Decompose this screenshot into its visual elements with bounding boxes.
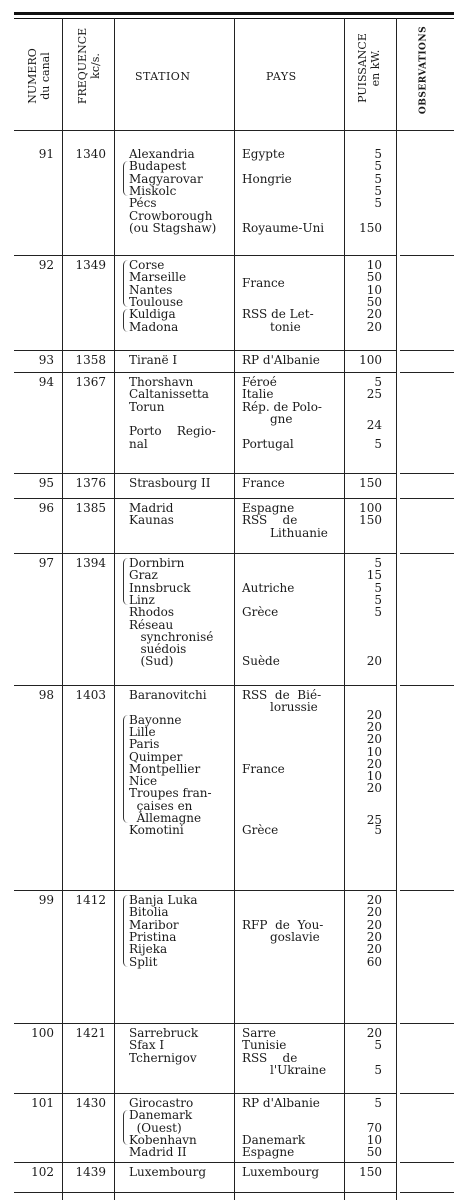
frequency-value: 1421: [75, 1026, 106, 1040]
observations-rule: [400, 553, 454, 554]
country-name: Danemark: [242, 1132, 306, 1147]
station-name: Kaunas: [129, 513, 174, 528]
channel-number: 96: [38, 501, 54, 515]
power-value: 5: [374, 183, 382, 198]
power-value: 5: [374, 147, 382, 161]
country-name: RP d'Albanie: [242, 1096, 320, 1110]
station-name: Baranovitchi: [129, 688, 207, 702]
frequency-value: 1340: [75, 147, 106, 161]
channel-number: 102: [31, 1165, 54, 1179]
frequency-value: 1349: [75, 258, 106, 272]
country-name: France: [242, 761, 285, 776]
row-rule: [14, 1162, 396, 1163]
power-value: 20: [366, 319, 382, 334]
channel-number: 99: [38, 893, 54, 907]
country-name: Féroé: [242, 375, 277, 389]
grouping-brace: [123, 161, 128, 196]
channel-number: 100: [31, 1026, 54, 1040]
channel-number: 92: [38, 258, 54, 272]
observations-rule: [400, 350, 454, 351]
country-name: gne: [270, 411, 293, 426]
power-value: 25: [366, 813, 382, 828]
country-name: Grèce: [242, 605, 279, 620]
power-value: 20: [366, 893, 382, 907]
station-name: Paris: [129, 737, 160, 752]
power-value: 50: [366, 294, 382, 309]
station-name: (Ouest): [129, 1120, 182, 1135]
station-name: çaises en: [129, 798, 193, 813]
observations-rule: [400, 685, 454, 686]
power-value: 70: [366, 1120, 382, 1135]
power-value: 20: [366, 1026, 382, 1040]
station-name: Banja Luka: [129, 893, 198, 907]
country-name: France: [242, 476, 285, 490]
header-station: STATION: [135, 70, 191, 83]
frequency-value: 1367: [75, 375, 106, 389]
observations-rule: [400, 498, 454, 499]
channel-number: 95: [38, 476, 54, 490]
station-name: Strasbourg II: [129, 476, 211, 490]
power-value: 15: [366, 568, 382, 583]
power-value: 5: [374, 592, 382, 607]
station-name: Bitolia: [129, 905, 169, 920]
station-name: Alexandria: [129, 147, 195, 161]
station-name: Madona: [129, 319, 179, 334]
channel-number: 94: [38, 375, 54, 389]
power-value: 25: [366, 387, 382, 402]
country-name: Egypte: [242, 147, 285, 161]
station-name: Thorshavn: [129, 375, 194, 389]
country-name: RFP de You-: [242, 917, 324, 932]
row-rule: [14, 685, 396, 686]
station-name: Danemark: [129, 1108, 193, 1123]
row-rule: [14, 553, 396, 554]
country-name: Royaume-Uni: [242, 220, 325, 235]
observations-rule: [400, 473, 454, 474]
station-name: Tchernigov: [129, 1050, 197, 1065]
station-name: Magyarovar: [129, 171, 203, 186]
country-name: RSS de: [242, 513, 298, 528]
country-name: RSS de Let-: [242, 307, 314, 322]
observations-rule: [400, 255, 454, 256]
observations-rule: [400, 1192, 454, 1193]
power-value: 50: [366, 1145, 382, 1160]
station-name: Innsbruck: [129, 580, 191, 595]
station-name: Rhodos: [129, 605, 175, 620]
station-name: synchronisé: [129, 629, 214, 644]
row-rule: [14, 372, 396, 373]
observations-rule: [400, 1023, 454, 1024]
frequency-value: 1403: [75, 688, 106, 702]
power-value: 5: [374, 159, 382, 174]
row-rule: [14, 473, 396, 474]
grouping-brace: [123, 715, 128, 824]
grouping-brace: [123, 309, 128, 332]
station-name: Porto Regio-: [129, 424, 216, 439]
grouping-brace: [123, 260, 128, 307]
station-name: Corse: [129, 258, 165, 272]
country-name: tonie: [270, 319, 301, 334]
country-name: Autriche: [242, 580, 295, 595]
station-name: Komotini: [129, 823, 184, 838]
country-name: RP d'Albanie: [242, 353, 320, 367]
frequency-value: 1385: [75, 501, 106, 515]
station-name: Linz: [129, 592, 155, 607]
station-name: Split: [129, 954, 158, 969]
station-name: Lille: [129, 724, 156, 739]
frequency-value: 1358: [75, 353, 106, 367]
station-name: suédois: [129, 642, 187, 657]
header-numero: NUMERO du canal: [26, 48, 52, 104]
station-name: Budapest: [129, 159, 187, 174]
power-value: 5: [374, 556, 382, 570]
station-name: Réseau: [129, 617, 174, 632]
country-name: Suède: [242, 654, 280, 669]
row-rule: [14, 890, 396, 891]
power-value: 20: [366, 781, 382, 796]
header-pays: PAYS: [266, 70, 297, 83]
country-name: RSS de: [242, 1050, 298, 1065]
power-value: 20: [366, 307, 382, 322]
station-name: Graz: [129, 568, 158, 583]
country-name: Hongrie: [242, 171, 292, 186]
power-value: 20: [366, 942, 382, 957]
power-value: 20: [366, 905, 382, 920]
station-name: Crowborough: [129, 208, 213, 223]
power-value: 20: [366, 732, 382, 747]
power-value: 5: [374, 580, 382, 595]
row-rule: [14, 1023, 396, 1024]
header-frequence: FREQUENCE kc/s.: [76, 27, 102, 105]
power-value: 10: [366, 1132, 382, 1147]
frequency-value: 1376: [75, 476, 106, 490]
row-rule: [14, 1192, 396, 1193]
power-value: 50: [366, 270, 382, 285]
station-name: Luxembourg: [129, 1165, 206, 1179]
power-value: 5: [374, 605, 382, 620]
power-value: 5: [374, 1062, 382, 1077]
station-name: (ou Stagshaw): [129, 220, 217, 235]
power-value: 150: [359, 513, 382, 528]
station-name: nal: [129, 436, 148, 451]
country-name: Italie: [242, 387, 274, 402]
power-value: 150: [359, 476, 382, 490]
grouping-brace: [123, 895, 128, 967]
station-name: Torun: [129, 399, 165, 414]
country-name: Espagne: [242, 1145, 295, 1160]
power-value: 10: [366, 258, 382, 272]
frequency-value: 1439: [75, 1165, 106, 1179]
power-value: 10: [366, 769, 382, 784]
table-top-rule: [14, 12, 454, 15]
power-value: 60: [366, 954, 382, 969]
station-name: Montpellier: [129, 761, 201, 776]
observations-rule: [400, 890, 454, 891]
power-value: 150: [359, 220, 382, 235]
station-name: Marseille: [129, 270, 187, 285]
country-name: lorussie: [270, 700, 318, 715]
station-name: Girocastro: [129, 1096, 194, 1110]
country-name: Sarre: [242, 1026, 276, 1040]
power-value: 5: [374, 171, 382, 186]
country-name: Luxembourg: [242, 1165, 319, 1179]
country-name: l'Ukraine: [270, 1062, 327, 1077]
power-value: 20: [366, 917, 382, 932]
frequency-value: 1394: [75, 556, 106, 570]
channel-number: 91: [38, 147, 54, 161]
column-divider: [396, 18, 397, 1200]
station-name: Quimper: [129, 749, 183, 764]
power-value: 10: [366, 744, 382, 759]
country-name: Rép. de Polo-: [242, 399, 322, 414]
station-name: Madrid II: [129, 1145, 187, 1160]
country-name: Grèce: [242, 823, 279, 838]
power-value: 150: [359, 1165, 382, 1179]
country-name: Lithuanie: [270, 525, 328, 540]
channel-number: 93: [38, 353, 54, 367]
station-name: Bayonne: [129, 712, 182, 727]
station-name: Sarrebruck: [129, 1026, 199, 1040]
country-name: RSS de Bié-: [242, 688, 322, 702]
power-value: 20: [366, 929, 382, 944]
power-value: 100: [359, 353, 382, 367]
row-rule: [14, 1093, 396, 1094]
station-name: Allemagne: [129, 811, 202, 825]
station-name: Miskolc: [129, 183, 177, 198]
grouping-brace: [123, 558, 128, 605]
station-name: Troupes fran-: [129, 786, 212, 801]
channel-number: 101: [31, 1096, 54, 1110]
power-value: 24: [366, 418, 382, 433]
power-value: 10: [366, 282, 382, 297]
station-name: Pristina: [129, 929, 177, 944]
header-puissance: PUISSANCE en kW.: [356, 33, 382, 103]
country-name: Espagne: [242, 501, 295, 515]
row-rule: [14, 498, 396, 499]
frequency-value: 1430: [75, 1096, 106, 1110]
country-name: Portugal: [242, 436, 294, 451]
power-value: 20: [366, 719, 382, 734]
station-name: Kobenhavn: [129, 1132, 197, 1147]
power-value: 5: [374, 196, 382, 211]
country-name: goslavie: [270, 929, 320, 944]
station-name: Maribor: [129, 917, 179, 932]
power-value: 5: [374, 1096, 382, 1110]
channel-number: 98: [38, 688, 54, 702]
power-value: 20: [366, 654, 382, 669]
channel-number: 97: [38, 556, 54, 570]
power-value: 5: [374, 436, 382, 451]
observations-rule: [400, 372, 454, 373]
country-name: France: [242, 276, 285, 291]
row-rule: [14, 350, 396, 351]
station-name: Dornbirn: [129, 556, 185, 570]
station-name: Caltanissetta: [129, 387, 209, 402]
header-rule: [14, 130, 454, 131]
grouping-brace: [123, 1110, 128, 1145]
power-value: 100: [359, 501, 382, 515]
power-value: 20: [366, 756, 382, 771]
station-name: (Sud): [129, 654, 174, 669]
frequency-value: 1412: [75, 893, 106, 907]
station-name: Nice: [129, 774, 158, 789]
station-name: Madrid: [129, 501, 174, 515]
station-name: Sfax I: [129, 1038, 165, 1053]
station-name: Nantes: [129, 282, 173, 297]
power-value: 5: [374, 375, 382, 389]
row-rule: [14, 255, 396, 256]
observations-rule: [400, 1162, 454, 1163]
station-name: Kuldiga: [129, 307, 176, 322]
power-value: 5: [374, 1038, 382, 1053]
country-name: Tunisie: [242, 1038, 287, 1053]
station-name: Tiranë I: [129, 353, 178, 367]
power-value: 5: [374, 823, 382, 838]
station-name: Toulouse: [129, 294, 184, 309]
station-name: Pécs: [129, 196, 157, 211]
observations-rule: [400, 1093, 454, 1094]
station-name: Rijeka: [129, 942, 168, 957]
header-observations: OBSERVATIONS: [418, 25, 429, 115]
power-value: 20: [366, 707, 382, 722]
